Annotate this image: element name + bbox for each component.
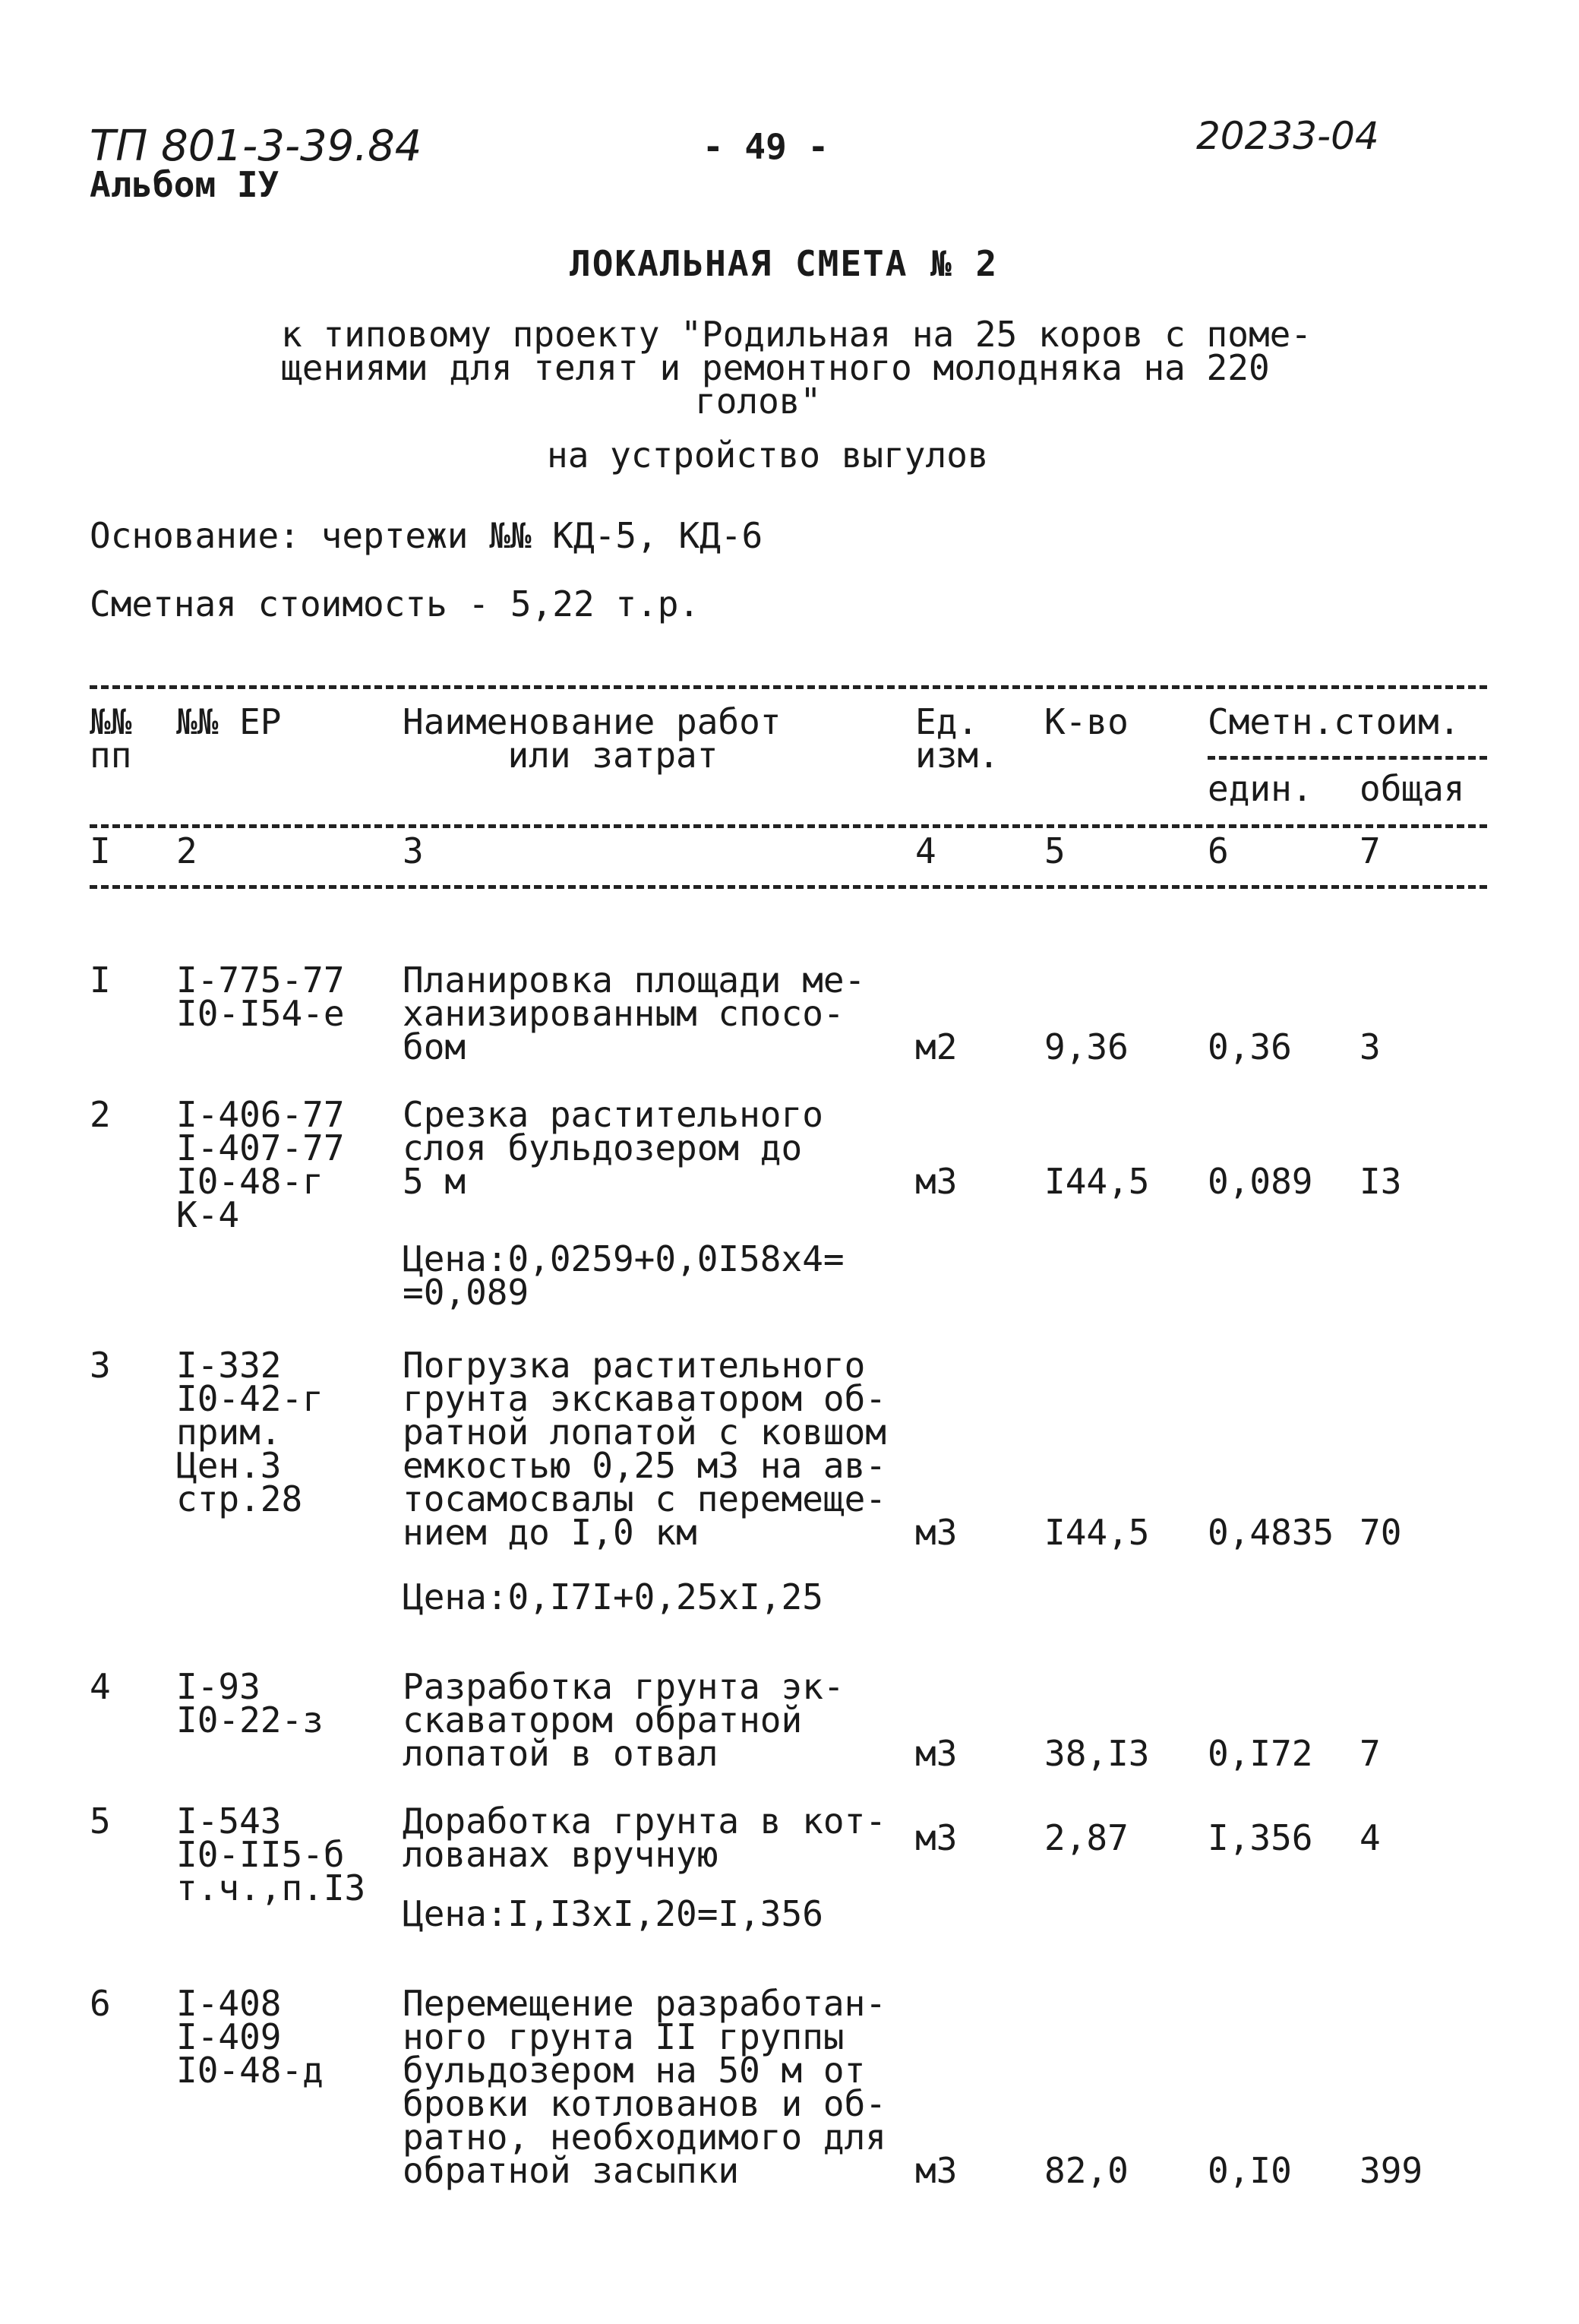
row-price: 0,I0	[1208, 2150, 1292, 2191]
row-price: I,356	[1208, 1817, 1313, 1858]
row-unit: м3	[915, 1733, 958, 1774]
row-qty: I44,5	[1044, 1161, 1150, 1202]
row-unit: м3	[915, 2150, 958, 2191]
row-total: I3	[1360, 1161, 1402, 1202]
column-number: 2	[176, 830, 197, 871]
subtitle-line-1: к типовому проекту "Родильная на 25 коров с поме-	[281, 314, 1312, 355]
document-title: ЛОКАЛЬНАЯ СМЕТА № 2	[570, 243, 999, 284]
row-price-note: Цена:0,I7I+0,25хI,25	[403, 1576, 823, 1617]
purpose-line: на устройство выгулов	[547, 435, 989, 476]
row-unit: м3	[915, 1161, 958, 1202]
row-price-note: Цена:I,I3хI,20=I,356	[403, 1893, 823, 1934]
header-cost-total: общая	[1360, 768, 1465, 809]
row-name: Разработка грунта эк- скаватором обратной лопатой в отвал	[403, 1666, 845, 1774]
row-price: 0,4835	[1208, 1512, 1334, 1553]
row-qty: 2,87	[1044, 1817, 1129, 1858]
row-total: 70	[1360, 1512, 1402, 1553]
table-rule-top	[90, 685, 1487, 689]
column-number: 6	[1208, 830, 1229, 871]
row-unit: м3	[915, 1817, 958, 1858]
row-total: 3	[1360, 1026, 1381, 1067]
row-price: 0,089	[1208, 1161, 1313, 1202]
row-name: Доработка грунта в кот- лованах вручную	[403, 1801, 886, 1875]
column-number: 3	[403, 830, 424, 871]
header-unit: Ед. изм.	[915, 701, 1000, 776]
row-price-note: Цена:0,0259+0,0I58х4= =0,089	[403, 1238, 845, 1313]
row-unit: м3	[915, 1512, 958, 1553]
estimated-cost: Сметная стоимость - 5,22 т.р.	[90, 583, 700, 624]
row-qty: 82,0	[1044, 2150, 1129, 2191]
row-num: 5	[90, 1801, 111, 1842]
row-qty: 9,36	[1044, 1026, 1129, 1067]
row-unit: м2	[915, 1026, 958, 1067]
row-price: 0,I72	[1208, 1733, 1313, 1774]
header-num: №№ пп	[90, 701, 132, 776]
column-number: 7	[1360, 830, 1381, 871]
row-num: 6	[90, 1983, 111, 2024]
header-subrule	[1208, 756, 1487, 760]
header-qty: К-во	[1044, 701, 1129, 742]
row-ep: I-543 I0-II5-б т.ч.,п.I3	[176, 1801, 366, 1908]
header-ep: №№ ЕР	[176, 701, 282, 742]
row-total: 399	[1360, 2150, 1423, 2191]
doc-code: ТП 801-3-39.84	[90, 122, 422, 171]
table-rule-bottom	[90, 885, 1487, 889]
row-price: 0,36	[1208, 1026, 1292, 1067]
table-rule-mid	[90, 824, 1487, 828]
header-cost-unit: един.	[1208, 768, 1313, 809]
header-name: Наименование работ или затрат	[403, 701, 782, 776]
row-num: 3	[90, 1345, 111, 1386]
row-ep: I-93 I0-22-з	[176, 1666, 324, 1741]
column-number: 4	[915, 830, 936, 871]
row-ep: I-775-77 I0-I54-е	[176, 960, 345, 1034]
row-qty: 38,I3	[1044, 1733, 1150, 1774]
header-cost-group: Сметн.стоим.	[1208, 701, 1461, 742]
row-total: 7	[1360, 1733, 1381, 1774]
subtitle-line-3: голов"	[695, 381, 822, 422]
row-num: 2	[90, 1094, 111, 1135]
row-ep: I-408 I-409 I0-48-д	[176, 1983, 324, 2091]
subtitle-line-2: щениями для телят и ремонтного молодняка на 220	[281, 347, 1270, 388]
row-name: Перемещение разработан- ного грунта II группы бульдозером на 50 м от бровки котлованов и об- ратно, необходимого для обратной засыпки	[403, 1983, 886, 2191]
row-name: Планировка площади ме- ханизированным спосо- бом	[403, 960, 866, 1067]
row-ep: I-406-77 I-407-77 I0-48-г К-4	[176, 1094, 345, 1235]
page-number: - 49 -	[703, 126, 829, 167]
row-name: Погрузка растительного грунта экскаватором об- ратной лопатой с ковшом емкостью 0,25 м3 на ав- тосамосвалы с перемеще- нием до I,0 км	[403, 1345, 886, 1553]
album-label: Альбом IУ	[90, 164, 279, 205]
column-number: 5	[1044, 830, 1066, 871]
row-ep: I-332 I0-42-г прим. Цен.3 стр.28	[176, 1345, 324, 1519]
column-number: I	[90, 830, 111, 871]
row-num: 4	[90, 1666, 111, 1707]
archive-code: 20233-04	[1196, 114, 1379, 158]
row-num: I	[90, 960, 111, 1001]
row-qty: I44,5	[1044, 1512, 1150, 1553]
basis-line: Основание: чертежи №№ КД-5, КД-6	[90, 515, 763, 556]
row-name: Срезка растительного слоя бульдозером до 5 м	[403, 1094, 823, 1202]
row-total: 4	[1360, 1817, 1381, 1858]
